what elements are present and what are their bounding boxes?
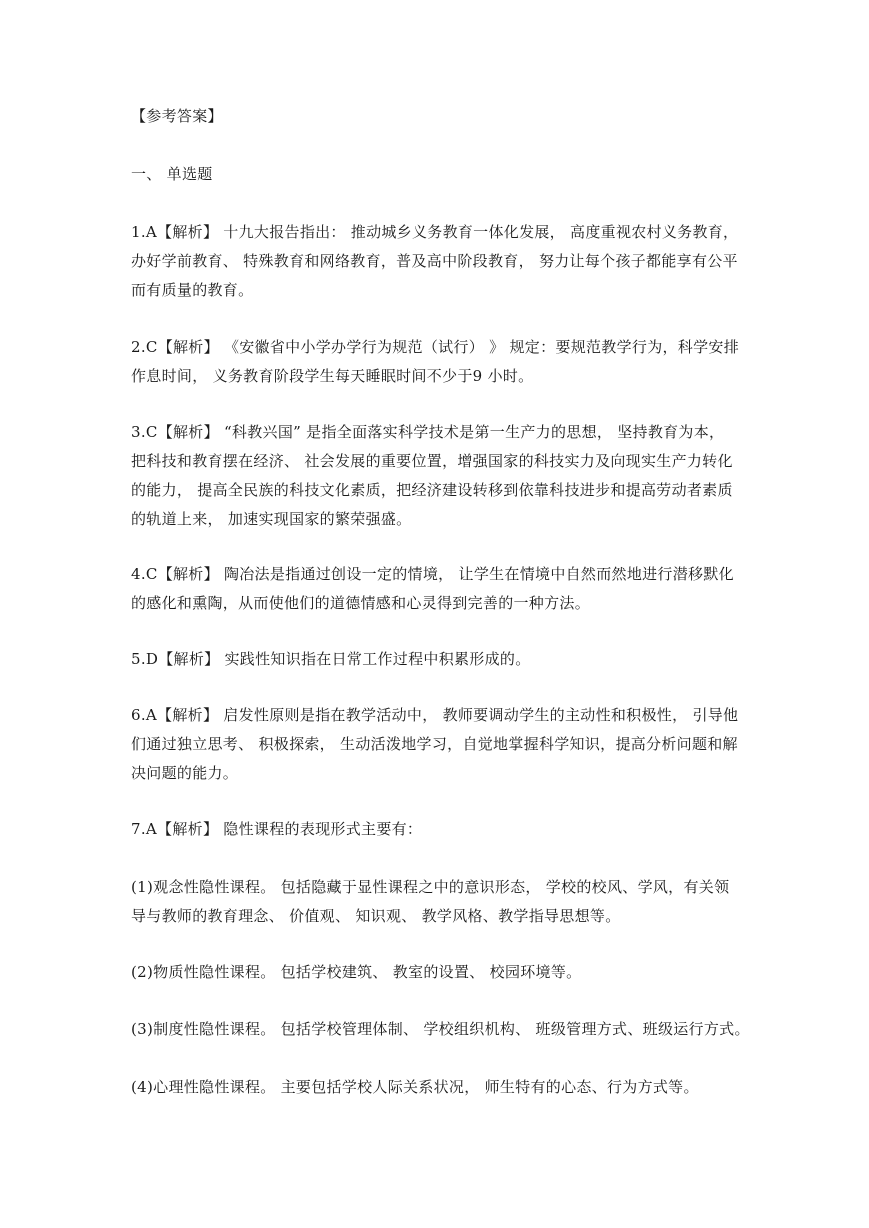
answer-2-line-1: 2.C【解析】 《安徽省中小学办学行为规范（试行） 》 规定：要规范教学行为，科学安排 bbox=[131, 338, 739, 356]
answer-7-paragraph bbox=[131, 815, 741, 844]
answer-6-line-1: 6.A【解析】 启发性原则是指在教学活动中， 教师要调动学生的主动性和积极性， 引导他 bbox=[131, 706, 739, 724]
item-3-line-1: (3)制度性隐性课程。 包括学校管理体制、 学校组织机构、 班级管理方式、班级运行方式。 bbox=[131, 1020, 750, 1038]
answer-3-line-3: 的能力， 提高全民族的科技文化素质，把经济建设转移到依靠科技进步和提高劳动者素质 bbox=[131, 481, 733, 499]
answer-3-line-4: 的轨道上来， 加速实现国家的繁荣强盛。 bbox=[131, 510, 412, 528]
item-2-line-1: (2)物质性隐性课程。 包括学校建筑、 教室的设置、 校园环境等。 bbox=[131, 963, 582, 981]
answer-1-paragraph bbox=[131, 218, 741, 305]
answer-6-line-2: 们通过独立思考、 积极探索， 生动活泼地学习，自觉地掌握科学知识，提高分析问题和解 bbox=[131, 735, 738, 753]
hidden-curriculum-item-2 bbox=[131, 958, 741, 987]
hidden-curriculum-item-1 bbox=[131, 873, 741, 931]
answer-6-paragraph bbox=[131, 701, 741, 788]
answer-7-line-1: 7.A【解析】 隐性课程的表现形式主要有： bbox=[131, 820, 423, 838]
hidden-curriculum-item-3 bbox=[131, 1015, 750, 1044]
heading-text: 【参考答案】 bbox=[131, 107, 223, 125]
answer-1-line-2: 办好学前教育、 特殊教育和网络教育，普及高中阶段教育， 努力让每个孩子都能享有公平 bbox=[131, 252, 738, 270]
hidden-curriculum-item-4 bbox=[131, 1073, 741, 1102]
answer-1-line-3: 而有质量的教育。 bbox=[131, 281, 254, 299]
answer-5-paragraph bbox=[131, 645, 741, 674]
section-title bbox=[131, 160, 741, 189]
answer-2-paragraph bbox=[131, 333, 741, 391]
answer-4-line-2: 的感化和熏陶，从而使他们的道德情感和心灵得到完善的一种方法。 bbox=[131, 594, 591, 612]
answer-1-line-1: 1.A【解析】 十九大报告指出： 推动城乡义务教育一体化发展， 高度重视农村义务教育， bbox=[131, 223, 739, 241]
answer-heading bbox=[131, 102, 741, 131]
answer-2-line-2: 作息时间， 义务教育阶段学生每天睡眠时间不少于9 小时。 bbox=[131, 367, 534, 385]
item-1-line-2: 导与教师的教育理念、 价值观、 知识观、 教学风格、教学指导思想等。 bbox=[131, 907, 621, 925]
answer-3-line-1: 3.C【解析】 “科教兴国” 是指全面落实科学技术是第一生产力的思想， 坚持教育为本， bbox=[131, 423, 725, 441]
answer-3-line-2: 把科技和教育摆在经济、 社会发展的重要位置，增强国家的科技实力及向现实生产力转化 bbox=[131, 452, 733, 470]
answer-3-paragraph bbox=[131, 418, 741, 534]
answer-4-line-1: 4.C【解析】 陶冶法是指通过创设一定的情境， 让学生在情境中自然而然地进行潜移默化 bbox=[131, 565, 734, 583]
answer-5-line-1: 5.D【解析】 实践性知识指在日常工作过程中积累形成的。 bbox=[131, 650, 531, 668]
answer-6-line-3: 决问题的能力。 bbox=[131, 764, 239, 782]
item-4-line-1: (4)心理性隐性课程。 主要包括学校人际关系状况， 师生特有的心态、行为方式等。 bbox=[131, 1078, 699, 1096]
answer-4-paragraph bbox=[131, 560, 741, 618]
item-1-line-1: (1)观念性隐性课程。 包括隐藏于显性课程之中的意识形态， 学校的校风、学风，有关领 bbox=[131, 878, 730, 896]
section-text: 一、 单选题 bbox=[131, 165, 213, 183]
